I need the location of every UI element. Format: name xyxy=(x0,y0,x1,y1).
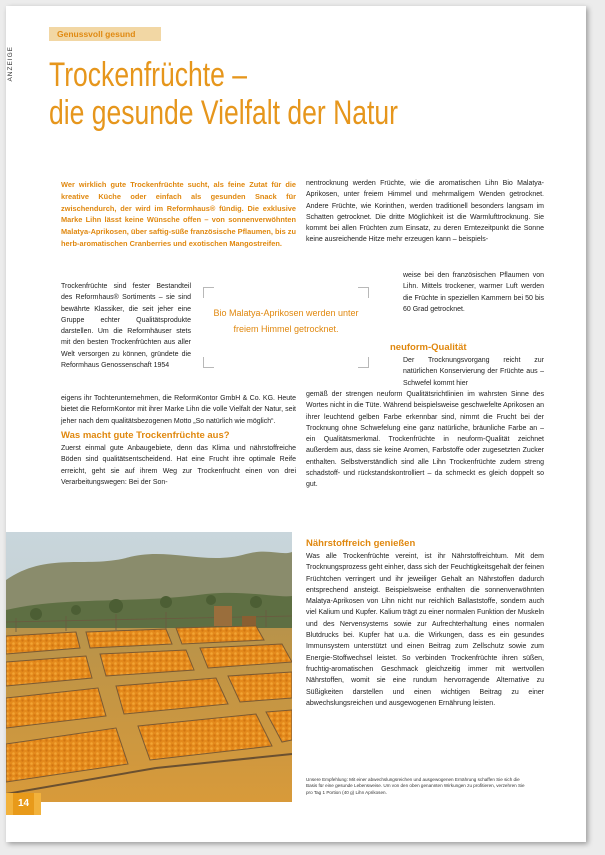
col2-paragraph-2-full: gemäß der strengen neuform Qualitätsrichtlinien im wahrsten Sinne des Wortes nicht in die Tüte. Während beispielsweise geschwefelte Aprikosen an ihrer leuchtend gelben Farbe erkennbar sind, nimmt die Frucht bei der Trocknung ohne Schwefelung eine ganz natürliche, bräunliche Farbe an – ein Qualitätsmerkmal. Trockenfrüchte in neuform-Qualität zeichnet außerdem aus, dass sie keine Aromen, Farbstoffe oder zugesetzten Zucker enthalten. Selbstverständlich sind alle Lihn Trockenfrüchte zudem streng schadstoff- und rückstandskontrolliert – da schmeckt es gleich doppelt so gut. xyxy=(306,391,544,489)
quote-corner xyxy=(203,357,214,368)
quote-corner xyxy=(203,287,214,298)
col2-paragraph-1-narrow: weise bei den französischen Pflaumen von Lihn. Mittels trockener, warmer Luft werden die Früchte in speziellen Kammern bei 50 bis 60 Grad getrocknet. xyxy=(403,272,544,313)
heading-neuform-quality: neuform-Qualität xyxy=(390,342,467,353)
pull-quote-text: Bio Malatya-Aprikosen werden unter freiem Himmel getrocknet. xyxy=(213,308,359,334)
title-line-2: die gesunde Vielfalt der Natur xyxy=(49,94,398,132)
col2-paragraph-3: Was alle Trockenfrüchte vereint, ist ihr Nährstoffreichtum. Mit dem Trocknungsprozess geht einher, dass sich der Feuchtigkeitsgehalt der feinen Früchtchen verringert und ihr jeweiliger Gehalt an Nährstoffen dadurch entsprechend ansteigt. Beispielsweise enthalten die sonnenverwöhnten Malatya-Aprikosen von Lihn nicht nur reichlich Ballaststoffe, sondern auch viel Kalium und Kupfer. Kalium trägt zu einer normalen Funktion der Muskeln und des Nervensystems sowie zur Aufrechterhaltung eines normalen Blutdrucks bei. Kupfer hat u.a. die Wirkungen, dass es ein gesundes Immunsystem unterstützt und einen Beitrag zum Zellschutz sowie zum Energie-Stoffwechsel leistet. So verbinden Trockenfrüchte ihren süßen, fruchtig-aromatischen Geschmack gleichzeitig immer mit wertvollen Nährstoffen, womit sie eine rundum hervorragende Alternative zu Süßigkeiten darstellen und einen wichtigen Beitrag zu einer abwechslungsreichen und ausgewogenen Ernährung leisten. xyxy=(306,553,544,707)
col1-paragraph-1-narrow: Trockenfrüchte sind fester Bestandteil des Reformhaus® Sortiments – sie sind bewährte Klassiker, die seit jeher eine Gruppe echter Qualitätsprodukte darstellen. Um die Reformhäuser stets mit den besten Trockenfrüchten aus aller Welt versorgen zu können, gründete die Reformhaus Genossenschaft 1954 xyxy=(61,283,191,370)
page-number xyxy=(6,793,41,815)
heading-what-makes-good-dried-fruit: Was macht gute Trockenfrüchte aus? xyxy=(61,430,230,441)
apricot-drying-photo xyxy=(6,532,292,802)
quote-corner xyxy=(358,357,369,368)
col2-paragraph-1-full: nentrocknung werden Früchte, wie die aromatischen Lihn Bio Malatya-Aprikosen, unter freiem Himmel und mehrmaligem Wenden getrocknet. Andere Früchte, wie Korinthen, werden traditionell besonders langsam im Schatten getrocknet. Die dritte Möglichkeit ist die Warmlufttrocknung. Sie kommt bei allen Früchten zum Einsatz, zu deren Erntezeitpunkt die Sonne keine ausreichende Hitze mehr erzeugen kann – beispiels- xyxy=(306,180,544,244)
page-title xyxy=(49,56,398,132)
category-tag: Genussvoll gesund xyxy=(49,27,161,41)
magazine-page xyxy=(6,6,586,842)
col1-paragraph-1-full: eigens ihr Tochterunternehmen, die ReformKontor GmbH & Co. KG. Heute bietet die ReformKontor mit ihrer Marke Lihn die volle Vielfalt der Natur, seit jeher nach dem qualitätsbezogenen Motto „So natürlich wie möglich“. xyxy=(61,395,296,425)
page-number-value: 14 xyxy=(13,793,34,815)
nutrition-footnote: Unsere Empfehlung: Mit einer abwechslungsreichen und ausgewogenen Ernährung schaffen Sie sich die Basis für eine gesunde Lebensweise. Um von den oben genannten Wirkungen zu profitieren, verzehren Sie pro Tag 1 Portion (40 g) Lihn Aprikosen. xyxy=(306,777,525,795)
heading-nutrient-rich: Nährstoffreich genießen xyxy=(306,538,416,549)
col1-paragraph-2: Zuerst einmal gute Anbaugebiete, denn das Klima und nährstoffreiche Böden sind qualitätsentscheidend. Hat eine Frucht ihre optimale Reife erreicht, geht sie auf ihrem Weg zur Trockenfrucht einen von drei Verarbeitungswegen: Bei der Son- xyxy=(61,445,296,486)
title-line-1: Trockenfrüchte – xyxy=(49,56,248,94)
col2-paragraph-2-narrow: Der Trocknungsvorgang reicht zur natürlichen Konservierung der Früchte aus – Schwefel kommt hier xyxy=(403,357,544,387)
pull-quote xyxy=(203,287,369,368)
lead-paragraph: Wer wirklich gute Trockenfrüchte sucht, als feine Zutat für die kreative Küche oder einfach als gesunden Snack für zwischendurch, der wird im Reformhaus® fündig. Die exklusive Marke Lihn lässt keine Wünsche offen – von sonnenverwöhnten Malatya-Aprikosen, über saftig-süße französische Pflaumen, bis zu herb-aromatischen Cranberries und exotischen Mangostreifen. xyxy=(61,180,296,248)
advertisement-label: ANZEIGE xyxy=(7,46,14,82)
quote-corner xyxy=(358,287,369,298)
